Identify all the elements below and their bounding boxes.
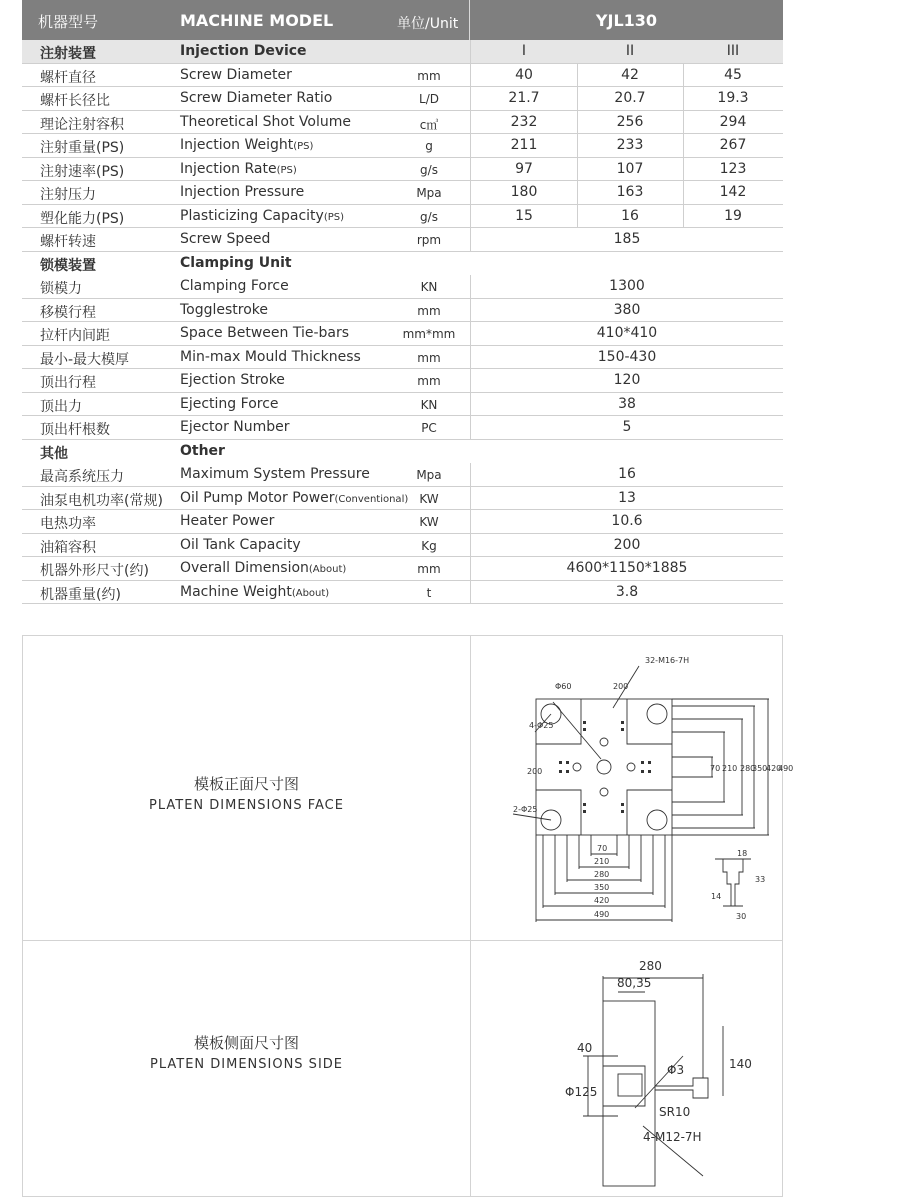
row-label-cn: 电热功率 (40, 516, 96, 532)
row-value: 38 (618, 395, 636, 412)
row-label-en-text: Clamping Force (180, 278, 289, 294)
row-label-en-text: Screw Diameter (180, 66, 292, 83)
row-label-en-note: (PS) (323, 211, 344, 223)
screw-column-label: III (726, 43, 740, 59)
table-row (22, 557, 783, 581)
row-label-cn: 螺杆转速 (40, 234, 96, 250)
label-s33: 33 (755, 875, 766, 884)
section-title-cn: 注射装置 (40, 46, 96, 62)
row-unit: KN (420, 397, 438, 412)
label-thread: 32-M16-7H (645, 656, 690, 665)
row-unit: g/s (420, 209, 438, 224)
row-unit: g (425, 139, 433, 153)
row-label-cn: 锁模力 (40, 281, 82, 297)
row-value: 256 (616, 113, 644, 130)
screw-column-label: I (521, 43, 527, 59)
row-unit: Mpa (416, 186, 442, 200)
ejector-hole (600, 788, 608, 796)
label-d350: 350 (594, 883, 610, 892)
row-unit: rpm (416, 233, 442, 247)
row-value: 21.7 (508, 90, 540, 106)
drawings-panel (22, 635, 793, 1197)
row-label-en (180, 278, 289, 294)
row-value: 45 (724, 66, 742, 83)
row-value: 3.8 (615, 583, 639, 600)
row-label-en (180, 396, 279, 412)
row-value: 185 (613, 231, 641, 247)
row-label-en-text: Theoretical Shot Volume (180, 113, 351, 130)
row-label-cn: 注射重量(PS) (40, 140, 125, 156)
label-v280: 280 (740, 764, 756, 773)
cross-slot (536, 699, 672, 835)
tie-bar-hole (647, 810, 667, 830)
face-caption (23, 773, 470, 813)
row-value: 20.7 (614, 90, 646, 106)
label-d490: 490 (594, 910, 610, 919)
face-outline (536, 699, 672, 835)
row-value: 380 (613, 301, 641, 318)
table-row (22, 322, 783, 346)
section-header-row (22, 252, 783, 276)
label-d70: 70 (597, 844, 608, 853)
label-holes2: 2-Φ25 (513, 805, 538, 814)
table-row (22, 534, 783, 558)
row-label-en-text: Ejecting Force (180, 395, 279, 412)
row-value: 5 (622, 419, 632, 435)
row-value: 1300 (609, 278, 645, 294)
row-label-en (180, 349, 361, 365)
row-label-cn: 顶出力 (40, 398, 82, 415)
section-title-en: Other (180, 442, 225, 459)
row-value: 10.6 (611, 513, 643, 529)
row-label-en (180, 584, 329, 600)
section-title-en: Clamping Unit (180, 254, 292, 271)
table-header (22, 0, 783, 40)
label-side-8035: 80,35 (617, 976, 652, 990)
label-v70: 70 (710, 764, 721, 773)
row-label-cn: 油泵电机功率(常规) (40, 492, 163, 509)
row-label-cn: 最小-最大模厚 (40, 351, 130, 368)
row-label-en-text: Oil Pump Motor Power (180, 489, 335, 506)
row-value: 233 (616, 137, 644, 153)
row-value: 19.3 (717, 90, 749, 106)
side-caption (23, 1032, 470, 1072)
face-caption-en: PLATEN DIMENSIONS FACE (149, 798, 344, 813)
row-label-en (180, 114, 351, 130)
table-row (22, 87, 783, 111)
row-value: 40 (515, 66, 533, 83)
table-row (22, 510, 783, 534)
section-title-cn: 锁模装置 (40, 257, 96, 274)
row-value: 15 (515, 207, 533, 224)
row-label-en-text: Space Between Tie-bars (180, 325, 350, 341)
row-label-cn: 注射速率(PS) (40, 163, 125, 180)
table-row (22, 205, 783, 229)
row-label-cn: 机器重量(约) (40, 586, 121, 603)
panel-divider-horizontal (23, 940, 782, 941)
row-label-en (180, 466, 370, 482)
table-row (22, 463, 783, 487)
row-value: 142 (719, 184, 747, 200)
row-unit: g/s (420, 162, 438, 177)
section-title-en: Injection Device (180, 43, 307, 59)
platen-side-drawing (543, 956, 773, 1191)
nozzle-block (618, 1074, 642, 1096)
row-unit: mm (417, 374, 441, 388)
table-row (22, 275, 783, 299)
header-en-label: MACHINE MODEL (180, 11, 334, 30)
row-label-cn: 理论注射容积 (40, 116, 124, 133)
section-header-row (22, 440, 783, 464)
row-label-cn: 拉杆内间距 (40, 328, 110, 344)
row-unit: Kg (421, 538, 437, 553)
row-label-cn: 顶出杆根数 (40, 422, 110, 438)
row-value: 120 (613, 372, 641, 388)
row-value: 13 (618, 489, 636, 506)
row-label-en-text: Min-max Mould Thickness (180, 348, 361, 365)
spec-rows (22, 40, 783, 604)
label-v420: 420 (766, 764, 782, 773)
row-label-en (180, 231, 270, 247)
label-holes4: 4-Φ25 (529, 721, 554, 730)
label-side-sr: SR10 (659, 1105, 691, 1119)
row-value: 410*410 (596, 325, 658, 341)
row-unit: c㎥ (419, 117, 439, 132)
label-v350: 350 (752, 764, 768, 773)
row-label-cn: 最高系统压力 (40, 469, 124, 485)
row-label-cn: 注射压力 (40, 187, 96, 203)
panel-divider-vertical (470, 636, 471, 1196)
label-w200: 200 (613, 682, 629, 691)
label-s18: 18 (737, 849, 748, 858)
label-side-125: Φ125 (565, 1085, 598, 1099)
table-row (22, 181, 783, 205)
row-label-en (180, 302, 268, 318)
label-v490: 490 (778, 764, 793, 773)
row-label-en (180, 90, 332, 106)
label-s14: 14 (711, 892, 722, 901)
label-d210: 210 (594, 857, 610, 866)
tie-bar-hole (647, 704, 667, 724)
table-row (22, 111, 783, 135)
side-caption-en: PLATEN DIMENSIONS SIDE (149, 1057, 343, 1072)
platen-face-drawing (493, 644, 793, 936)
label-d280: 280 (594, 870, 610, 879)
row-unit: t (426, 585, 432, 600)
row-label-cn: 油箱容积 (40, 539, 96, 556)
ejector-hole (627, 763, 635, 771)
row-value: 4600*1150*1885 (566, 560, 688, 576)
table-row (22, 581, 783, 605)
row-label-cn: 机器外形尺寸(约) (40, 563, 149, 579)
table-row (22, 158, 783, 182)
row-value: 232 (510, 113, 538, 130)
label-d420: 420 (594, 896, 610, 905)
table-row (22, 369, 783, 393)
row-unit: mm (417, 68, 441, 83)
row-unit: PC (421, 421, 437, 435)
row-label-en-text: Ejector Number (180, 419, 290, 435)
row-value: 16 (621, 207, 639, 224)
header-unit-label: 单位/Unit (397, 16, 459, 32)
row-label-en-text: Machine Weight (180, 583, 292, 600)
label-side-280: 280 (639, 959, 662, 973)
spec-table (22, 0, 783, 604)
row-value: 16 (618, 466, 636, 482)
row-label-en-text: Plasticizing Capacity (180, 207, 324, 224)
label-side-140: 140 (729, 1057, 752, 1071)
row-value: 42 (621, 66, 639, 83)
row-unit: L/D (419, 92, 439, 106)
row-label-cn: 塑化能力(PS) (40, 210, 125, 227)
row-label-en-note: (About) (291, 587, 330, 599)
table-row (22, 134, 783, 158)
row-label-en-text: Screw Speed (180, 231, 271, 247)
row-value: 211 (510, 137, 538, 153)
row-label-en (180, 537, 301, 553)
table-row (22, 64, 783, 88)
row-label-en (180, 419, 290, 435)
row-label-en-text: Ejection Stroke (180, 372, 285, 388)
row-unit: KW (419, 515, 439, 529)
row-label-en-note: (Conventional) (334, 493, 409, 505)
row-unit: Mpa (416, 468, 442, 482)
row-label-en (180, 325, 349, 341)
row-label-en (180, 184, 304, 200)
side-caption-cn: 模板侧面尺寸图 (193, 1034, 299, 1052)
header-cn-label: 机器型号 (38, 13, 99, 31)
row-unit: mm (417, 350, 441, 365)
screw-column-label: II (625, 43, 635, 59)
row-label-en (180, 137, 313, 153)
ejector-hole (600, 738, 608, 746)
label-h200: 200 (527, 767, 543, 776)
row-label-cn: 移模行程 (40, 304, 96, 321)
table-row (22, 487, 783, 511)
row-label-en-text: Maximum System Pressure (180, 466, 370, 482)
row-value: 163 (616, 184, 644, 200)
row-value: 123 (719, 160, 747, 177)
row-label-en-note: (PS) (276, 164, 297, 176)
row-label-en (180, 372, 285, 388)
side-bore (603, 1066, 645, 1106)
table-row (22, 228, 783, 252)
row-label-en-text: Togglestroke (180, 301, 269, 318)
row-label-en-text: Oil Tank Capacity (180, 536, 301, 553)
row-label-en (180, 67, 292, 83)
row-value: 180 (510, 184, 538, 200)
row-unit: KW (419, 491, 439, 506)
center-hole (597, 760, 611, 774)
row-value: 19 (724, 207, 742, 224)
row-label-en-text: Screw Diameter Ratio (180, 90, 333, 106)
label-side-40: 40 (577, 1041, 593, 1055)
row-label-en-note: (PS) (293, 141, 314, 152)
model-name: YJL130 (595, 11, 658, 30)
row-label-en-note: (About) (308, 564, 347, 575)
row-value: 294 (719, 113, 747, 130)
row-value: 150-430 (597, 348, 657, 365)
table-row (22, 393, 783, 417)
row-label-en-text: Injection Weight (180, 137, 294, 153)
row-label-en (180, 560, 346, 576)
table-row (22, 346, 783, 370)
label-v210: 210 (722, 764, 738, 773)
face-caption-cn: 模板正面尺寸图 (193, 775, 299, 793)
row-label-en (180, 513, 274, 529)
side-outline (603, 1001, 655, 1186)
row-unit: mm (417, 562, 441, 576)
label-phi60: Φ60 (555, 682, 572, 691)
label-side-m12: 4-M12-7H (643, 1130, 702, 1144)
row-label-cn: 螺杆长径比 (40, 93, 110, 109)
side-dimension-lines (583, 974, 723, 1176)
row-label-en-text: Injection Rate (180, 160, 277, 177)
row-value: 107 (616, 160, 644, 177)
table-row (22, 416, 783, 440)
row-label-en-text: Injection Pressure (180, 184, 305, 200)
side-boss (655, 1078, 708, 1098)
row-label-cn: 顶出行程 (40, 375, 96, 391)
label-s30: 30 (736, 912, 747, 921)
row-value: 200 (613, 536, 641, 553)
row-unit: KN (420, 280, 438, 294)
row-value: 267 (719, 137, 747, 153)
row-label-en-text: Overall Dimension (180, 560, 309, 576)
row-label-en (180, 490, 408, 506)
row-label-en-text: Heater Power (180, 513, 275, 529)
row-unit: mm (417, 303, 441, 318)
section-header-row (22, 40, 783, 64)
table-row (22, 299, 783, 323)
row-label-en (180, 208, 344, 224)
label-side-3: Φ3 (667, 1063, 685, 1077)
row-label-en (180, 161, 297, 177)
ejector-hole (573, 763, 581, 771)
row-value: 97 (515, 160, 533, 177)
row-unit: mm*mm (402, 327, 456, 341)
row-label-cn: 螺杆直径 (40, 69, 96, 86)
section-title-cn: 其他 (40, 445, 68, 462)
